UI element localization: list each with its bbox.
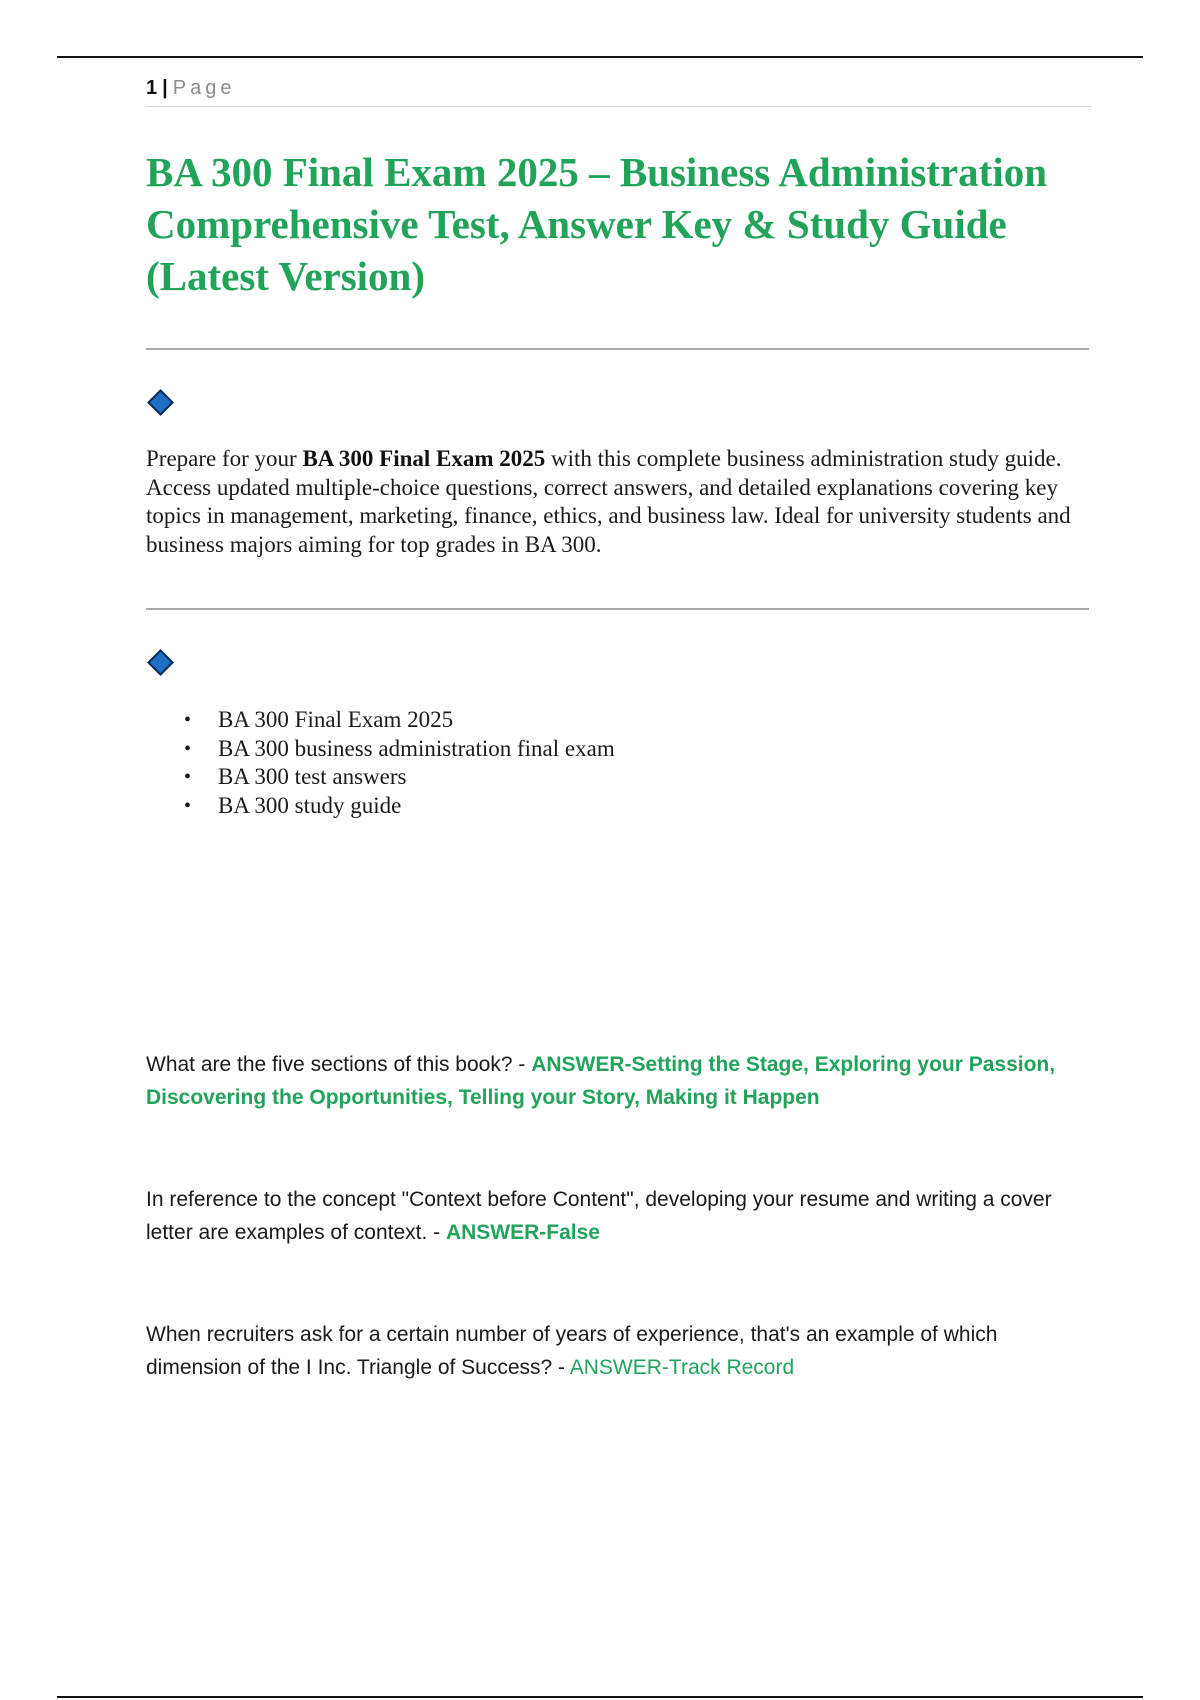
list-item-text: BA 300 test answers (218, 764, 407, 789)
diamond-icon (147, 649, 174, 676)
list-item (146, 763, 615, 792)
answer-text: ANSWER-Track Record (569, 1356, 795, 1379)
section-divider (146, 608, 1089, 610)
list-item-text: BA 300 business administration final exam (218, 735, 615, 761)
diamond-icon (147, 389, 174, 416)
qa-item (146, 1183, 1096, 1249)
intro-bold: BA 300 Final Exam 2025 (302, 446, 546, 471)
qa-item (146, 1318, 1096, 1384)
list-item (146, 735, 615, 764)
question-text: When recruiters ask for a certain number of years of experience, that's an example of which dimension of the I Inc. Triangle of Success? - (146, 1323, 998, 1379)
bullet-icon: • (184, 794, 192, 817)
document-title: BA 300 Final Exam 2025 – Business Administration Comprehensive Test, Answer Key & Study Guide (Latest Version) (146, 149, 1048, 299)
intro-suffix: with this complete business administration study guide. Access updated multiple-choice questions, correct answers, and detailed explanations covering key topics in management, marketing, finance, ethics, and business law. Ideal for university students and business majors aiming for top grades in BA 300. (146, 446, 1071, 557)
list-item-text: BA 300 study guide (218, 792, 402, 818)
page-border-bottom (57, 1696, 1143, 1698)
page-border-top (57, 56, 1143, 58)
page-header (146, 74, 1092, 107)
list-item (146, 706, 615, 735)
section-divider (146, 348, 1089, 350)
list-item (146, 792, 615, 821)
keyword-list (146, 706, 615, 820)
question-text: What are the five sections of this book? - (146, 1053, 532, 1076)
page-number: 1 (146, 77, 159, 99)
bullet-icon: • (184, 737, 192, 760)
page-word: Page (172, 77, 236, 99)
answer-text: ANSWER-Setting the Stage, Exploring your Passion, Discovering the Opportunities, Telling your Story, Making it Happen (146, 1053, 1056, 1109)
intro-prefix: Prepare for your (146, 446, 303, 471)
answer-text: ANSWER-False (445, 1221, 600, 1244)
page-separator: | (162, 77, 169, 99)
bullet-icon: • (184, 709, 192, 731)
list-item-text: BA 300 Final Exam 2025 (218, 707, 454, 732)
intro-paragraph (146, 445, 1094, 559)
bullet-icon: • (184, 766, 192, 788)
question-text: In reference to the concept "Context before Content", developing your resume and writing a cover letter are examples of context. - (146, 1188, 1052, 1244)
qa-item (146, 1048, 1096, 1114)
